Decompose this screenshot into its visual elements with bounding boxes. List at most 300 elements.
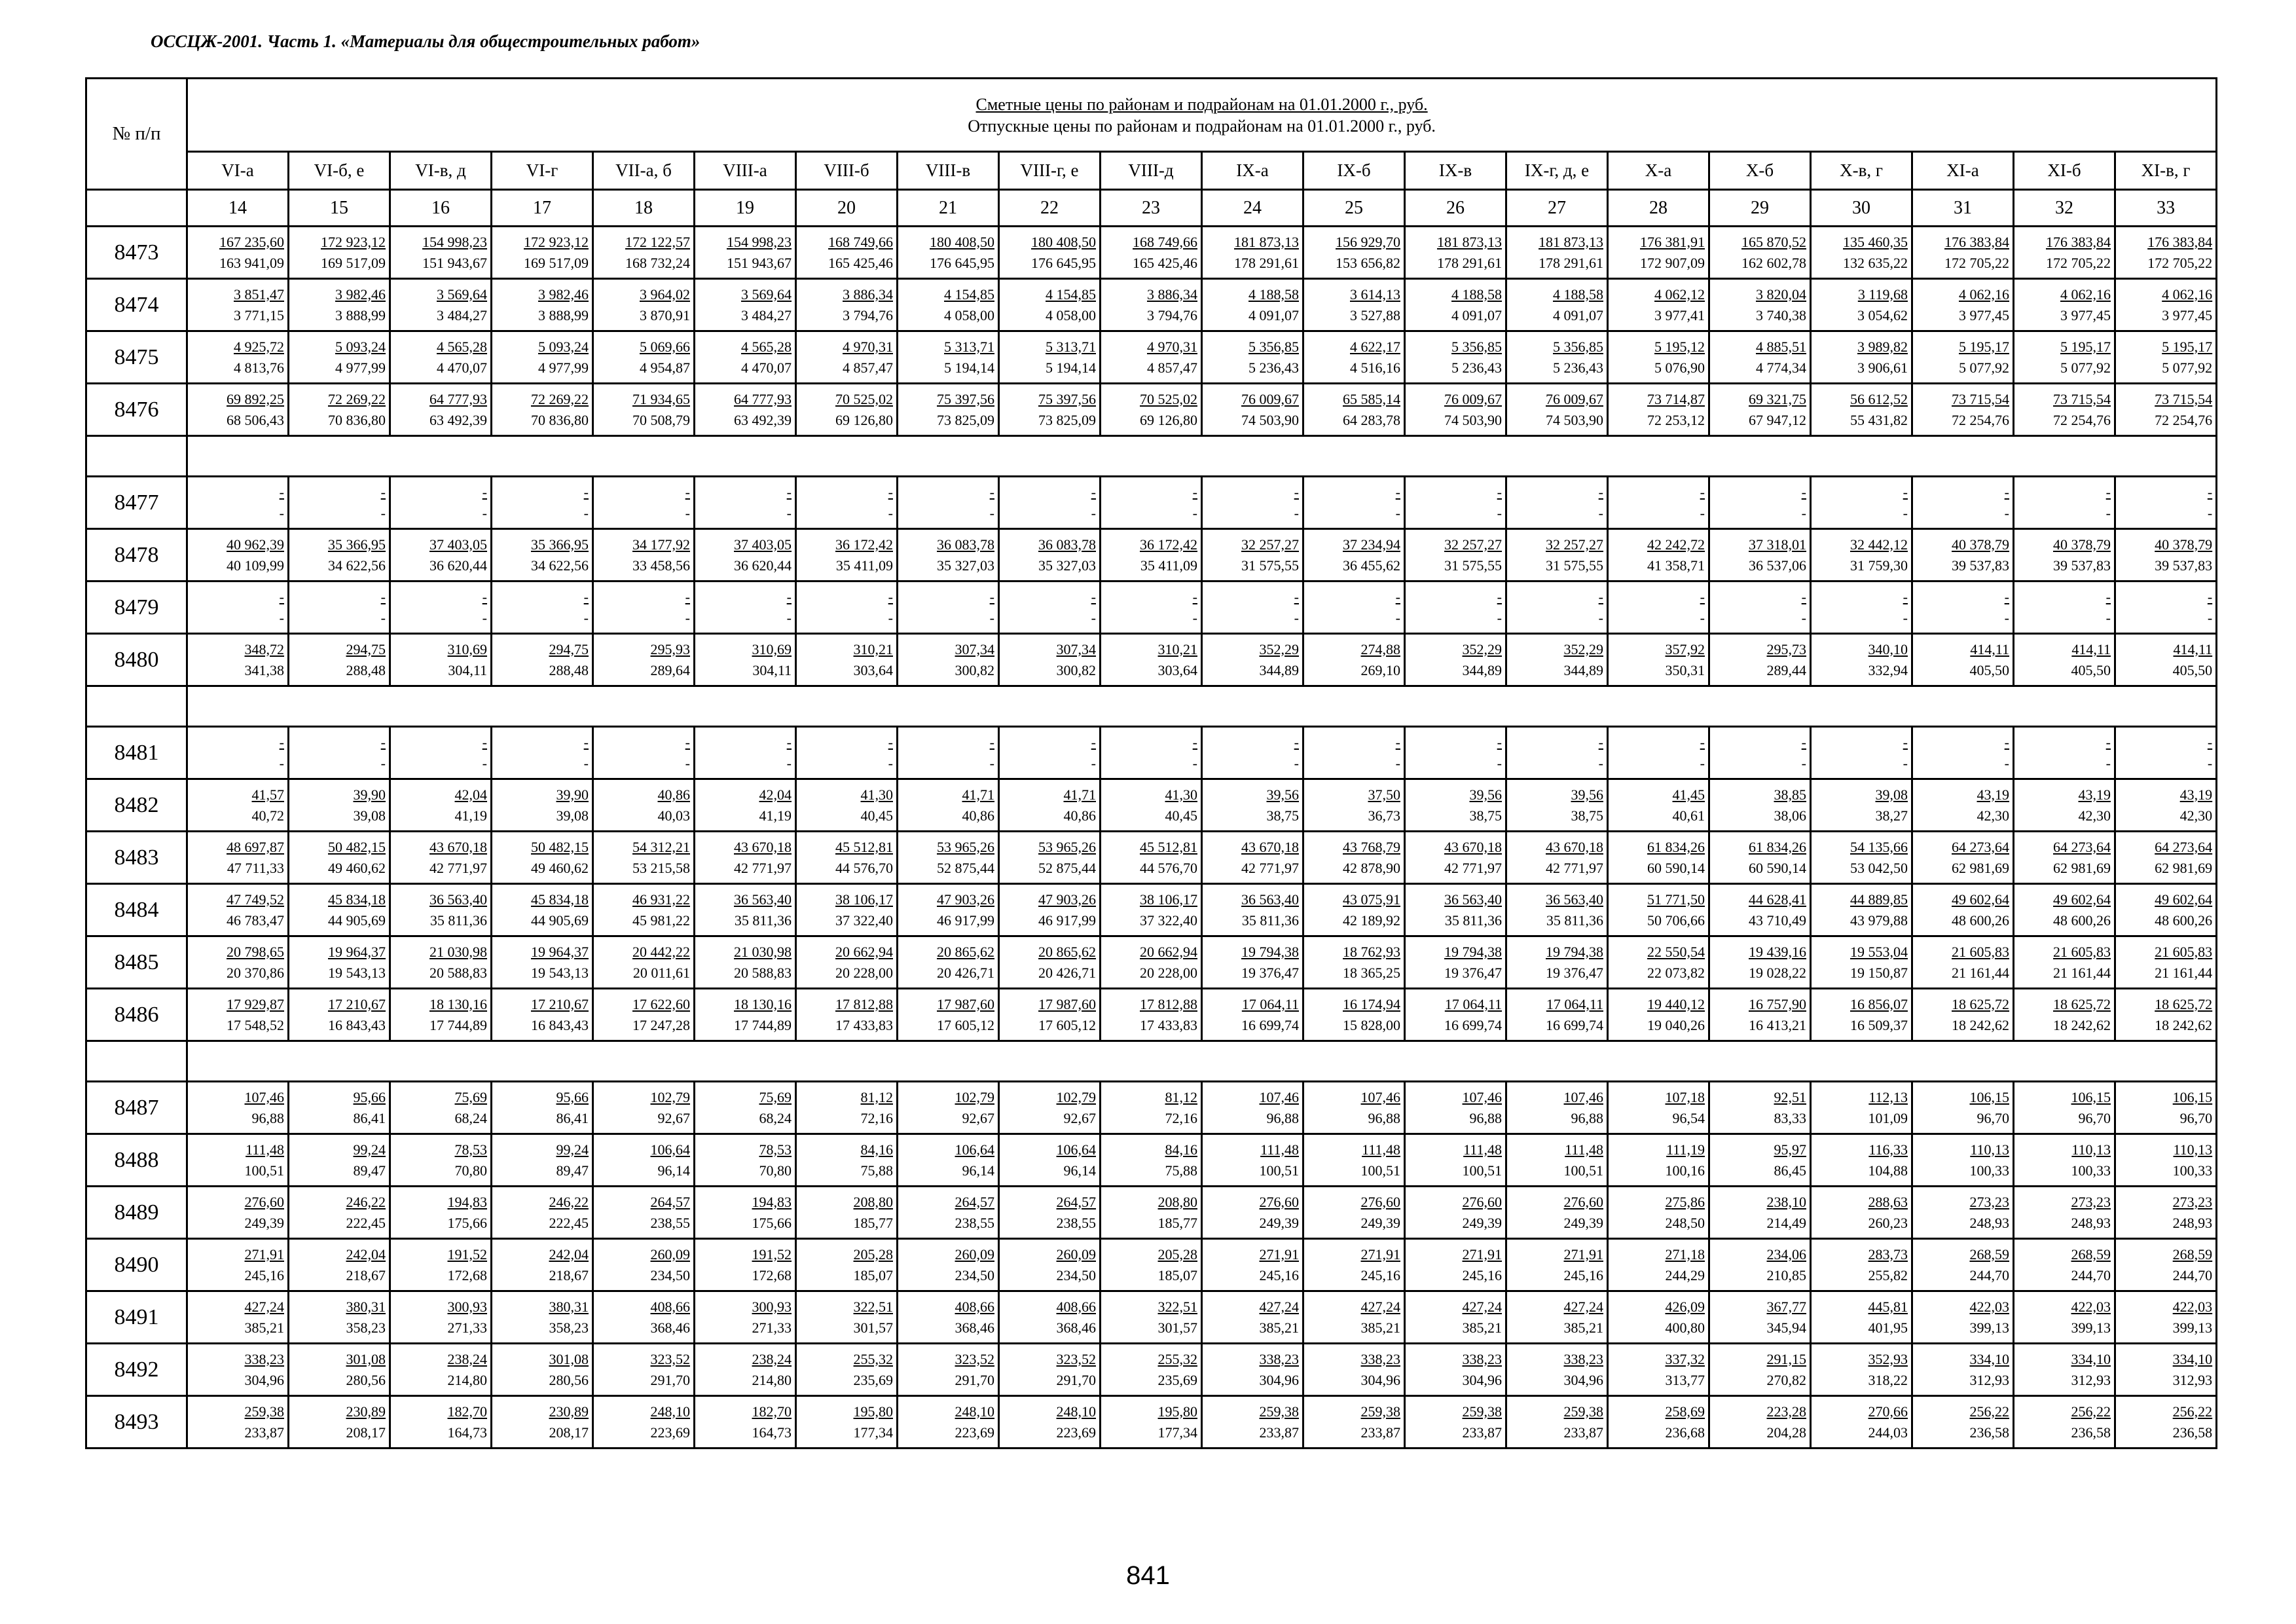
release-price: 100,16 xyxy=(1665,1162,1705,1179)
estimate-price: 44 889,85 xyxy=(1850,891,1908,908)
estimate-price: 168 749,66 xyxy=(1133,233,1197,250)
estimate-price: - xyxy=(1801,588,1806,605)
release-price: 177,34 xyxy=(1157,1424,1197,1441)
release-price: 291,70 xyxy=(955,1371,994,1388)
release-price: 39 537,83 xyxy=(2053,557,2111,574)
release-price: 244,29 xyxy=(1665,1266,1705,1283)
estimate-price: 295,73 xyxy=(1766,640,1806,657)
release-price: 300,82 xyxy=(1056,661,1096,678)
column-header: IX-в xyxy=(1405,152,1506,190)
estimate-price: 3 119,68 xyxy=(1857,286,1908,303)
column-header: VIII-г, е xyxy=(999,152,1101,190)
release-price: 3 906,61 xyxy=(1857,359,1908,376)
price-cell xyxy=(1608,1291,1709,1344)
estimate-price: - xyxy=(583,588,589,605)
price-cell xyxy=(2115,529,2217,581)
release-price: 4 516,16 xyxy=(1350,359,1400,376)
estimate-price: 43,19 xyxy=(2179,786,2213,803)
row-number-header: № п/п xyxy=(86,79,187,190)
price-cell xyxy=(1101,832,1202,884)
estimate-price: 259,38 xyxy=(244,1403,284,1420)
release-price: 244,03 xyxy=(1868,1424,1908,1441)
price-cell xyxy=(695,1344,796,1396)
price-cell xyxy=(1506,884,1608,936)
estimate-price: 348,72 xyxy=(244,640,284,657)
estimate-price: 422,03 xyxy=(1969,1298,2009,1315)
estimate-price: 5 356,85 xyxy=(1248,338,1299,355)
release-price: 172,68 xyxy=(447,1266,487,1283)
release-price: 289,44 xyxy=(1766,661,1806,678)
estimate-price: 39,56 xyxy=(1469,786,1502,803)
estimate-price: - xyxy=(685,588,690,605)
price-cell xyxy=(1405,989,1506,1041)
release-price: 218,67 xyxy=(346,1266,386,1283)
price-cell xyxy=(1405,936,1506,989)
release-price: 35 811,36 xyxy=(429,912,487,929)
estimate-price: - xyxy=(1903,483,1908,500)
spacer-cell xyxy=(86,686,187,727)
release-price: 40,86 xyxy=(1063,807,1096,824)
estimate-price: 180 408,50 xyxy=(930,233,994,250)
estimate-price: 42,04 xyxy=(759,786,792,803)
release-price: 40,86 xyxy=(962,807,994,824)
release-price: - xyxy=(1395,504,1400,521)
estimate-price: 276,60 xyxy=(1462,1193,1502,1210)
release-price: 399,13 xyxy=(2071,1319,2111,1336)
price-cell xyxy=(1506,1134,1608,1187)
price-cell xyxy=(289,634,390,686)
release-price: 69 126,80 xyxy=(835,411,893,428)
release-price: 19 040,26 xyxy=(1647,1016,1705,1033)
price-cell xyxy=(999,384,1101,436)
price-cell xyxy=(1811,1134,1912,1187)
release-price: 21 161,44 xyxy=(1952,964,2009,981)
release-price: 96,14 xyxy=(657,1162,690,1179)
release-price: - xyxy=(1700,754,1705,771)
estimate-price: - xyxy=(1598,733,1603,750)
column-header: VI-в, д xyxy=(390,152,492,190)
price-cell xyxy=(1912,727,2014,779)
estimate-price: 4 062,16 xyxy=(2162,286,2213,303)
estimate-price: 21 605,83 xyxy=(1952,943,2009,960)
price-cell xyxy=(2115,1082,2217,1134)
release-price: - xyxy=(1395,754,1400,771)
price-cell xyxy=(1608,529,1709,581)
estimate-price: 422,03 xyxy=(2071,1298,2111,1315)
release-price: 238,55 xyxy=(650,1214,690,1231)
release-price: 405,50 xyxy=(2172,661,2213,678)
estimate-price: 291,15 xyxy=(1766,1350,1806,1367)
price-cell xyxy=(1709,477,1811,529)
estimate-price: 191,52 xyxy=(752,1246,792,1263)
estimate-price: 3 886,34 xyxy=(843,286,893,303)
price-cell xyxy=(695,1291,796,1344)
price-cell xyxy=(1506,727,1608,779)
release-price: 46 917,99 xyxy=(1038,912,1096,929)
release-price: 16 699,74 xyxy=(1546,1016,1603,1033)
price-cell xyxy=(187,1291,289,1344)
price-cell xyxy=(1709,1344,1811,1396)
estimate-price: 111,48 xyxy=(1565,1141,1603,1158)
estimate-price: 4 062,16 xyxy=(2060,286,2111,303)
price-cell xyxy=(796,1134,898,1187)
estimate-price: 154 998,23 xyxy=(727,233,792,250)
release-price: - xyxy=(279,609,284,626)
price-cell xyxy=(187,1187,289,1239)
release-price: 35 811,36 xyxy=(1546,912,1603,929)
release-price: 70,80 xyxy=(759,1162,792,1179)
release-price: 16 509,37 xyxy=(1850,1016,1908,1033)
estimate-price: 64 777,93 xyxy=(429,390,487,407)
price-cell xyxy=(289,477,390,529)
release-price: 399,13 xyxy=(1969,1319,2009,1336)
estimate-price: 38,85 xyxy=(1774,786,1806,803)
release-price: 210,85 xyxy=(1766,1266,1806,1283)
estimate-price: 352,29 xyxy=(1462,640,1502,657)
price-cell xyxy=(2115,1291,2217,1344)
price-cell xyxy=(695,989,796,1041)
estimate-price: 21 605,83 xyxy=(2053,943,2111,960)
release-price: 168 732,24 xyxy=(625,254,690,271)
price-cell xyxy=(593,1344,695,1396)
price-cell xyxy=(898,832,999,884)
release-price: 3 888,99 xyxy=(335,306,386,323)
release-price: 5 194,14 xyxy=(1046,359,1096,376)
estimate-price: 21 605,83 xyxy=(2155,943,2213,960)
release-price: - xyxy=(1598,609,1603,626)
release-price: 40,45 xyxy=(1165,807,1197,824)
release-price: 172 705,22 xyxy=(2147,254,2213,271)
release-price: 35 811,36 xyxy=(1444,912,1502,929)
estimate-price: 41,45 xyxy=(1672,786,1705,803)
release-price: 233,87 xyxy=(1259,1424,1299,1441)
price-cell xyxy=(2014,279,2115,331)
price-cell xyxy=(999,331,1101,384)
estimate-price: 18 130,16 xyxy=(734,995,792,1012)
estimate-price: 205,28 xyxy=(1157,1246,1197,1263)
release-price: 3 054,62 xyxy=(1857,306,1908,323)
price-cell xyxy=(2115,227,2217,279)
release-price: 4 091,07 xyxy=(1553,306,1603,323)
release-price: 19 543,13 xyxy=(328,964,386,981)
estimate-price: 19 964,37 xyxy=(531,943,589,960)
estimate-price: 275,86 xyxy=(1665,1193,1705,1210)
release-price: 96,88 xyxy=(1469,1109,1502,1126)
estimate-price: 106,15 xyxy=(1969,1088,2009,1105)
estimate-price: 276,60 xyxy=(244,1193,284,1210)
price-cell xyxy=(1608,634,1709,686)
price-cell xyxy=(1202,936,1303,989)
price-cell xyxy=(289,1239,390,1291)
price-cell xyxy=(898,331,999,384)
release-price: 318,22 xyxy=(1868,1371,1908,1388)
estimate-price: 323,52 xyxy=(1056,1350,1096,1367)
release-price: 31 759,30 xyxy=(1850,557,1908,574)
estimate-price: 337,32 xyxy=(1665,1350,1705,1367)
release-price: 15 828,00 xyxy=(1343,1016,1400,1033)
release-price: 53 215,58 xyxy=(632,859,690,876)
price-cell xyxy=(593,989,695,1041)
estimate-price: 18 762,93 xyxy=(1343,943,1400,960)
estimate-price: - xyxy=(482,588,487,605)
estimate-price: 3 569,64 xyxy=(741,286,792,303)
release-price: 100,51 xyxy=(1259,1162,1299,1179)
release-price: 238,55 xyxy=(1056,1214,1096,1231)
price-cell xyxy=(1303,727,1405,779)
price-cell xyxy=(593,1396,695,1449)
price-cell xyxy=(1608,1344,1709,1396)
release-price: 248,50 xyxy=(1665,1214,1705,1231)
estimate-price: 427,24 xyxy=(1563,1298,1603,1315)
estimate-price: 246,22 xyxy=(346,1193,386,1210)
release-price: 48 600,26 xyxy=(2053,912,2111,929)
price-cell xyxy=(1303,1187,1405,1239)
estimate-price: 37 403,05 xyxy=(429,536,487,553)
price-cell xyxy=(1303,227,1405,279)
estimate-price: 43 670,18 xyxy=(734,838,792,855)
release-price: 83,33 xyxy=(1774,1109,1806,1126)
price-cell xyxy=(999,832,1101,884)
release-price: - xyxy=(1294,754,1299,771)
estimate-price: 408,66 xyxy=(955,1298,994,1315)
price-cell xyxy=(1202,1291,1303,1344)
estimate-price: - xyxy=(380,588,386,605)
estimate-price: 110,13 xyxy=(2071,1141,2111,1158)
release-price: 101,09 xyxy=(1868,1109,1908,1126)
estimate-price: 71 934,65 xyxy=(632,390,690,407)
release-prices-caption: Отпускные цены по районам и подрайонам на 01.01.2000 г., руб. xyxy=(968,116,1436,136)
table-row xyxy=(86,227,2217,279)
release-price: 17 548,52 xyxy=(227,1016,284,1033)
estimate-price: 95,66 xyxy=(556,1088,589,1105)
estimate-price: 427,24 xyxy=(1462,1298,1502,1315)
release-price: 96,88 xyxy=(1571,1109,1603,1126)
release-price: 151 943,67 xyxy=(422,254,487,271)
estimate-price: 19 553,04 xyxy=(1850,943,1908,960)
estimate-price: 69 321,75 xyxy=(1749,390,1806,407)
release-price: 41,19 xyxy=(454,807,487,824)
release-price: 4 470,07 xyxy=(741,359,792,376)
price-cell xyxy=(1608,1082,1709,1134)
estimate-price: 414,11 xyxy=(1970,640,2009,657)
estimate-price: 4 885,51 xyxy=(1756,338,1806,355)
estimate-price: 35 366,95 xyxy=(328,536,386,553)
estimate-price: 39,08 xyxy=(1875,786,1908,803)
table-row xyxy=(86,279,2217,331)
estimate-price: 17 622,60 xyxy=(632,995,690,1012)
estimate-price: 45 512,81 xyxy=(1140,838,1197,855)
column-index: 17 xyxy=(492,190,593,227)
price-cell xyxy=(390,279,492,331)
estimate-price: - xyxy=(2004,588,2009,605)
estimate-price: 181 873,13 xyxy=(1437,233,1502,250)
estimate-price: 182,70 xyxy=(752,1403,792,1420)
estimate-price: 19 440,12 xyxy=(1647,995,1705,1012)
price-cell xyxy=(1506,581,1608,634)
estimate-price: 41,57 xyxy=(251,786,284,803)
row-number: 8474 xyxy=(86,279,187,331)
estimate-price: 39,90 xyxy=(353,786,386,803)
release-price: 92,67 xyxy=(657,1109,690,1126)
release-price: 236,68 xyxy=(1665,1424,1705,1441)
estimate-price: 307,34 xyxy=(955,640,994,657)
estimate-price: - xyxy=(1192,733,1197,750)
release-price: 223,69 xyxy=(650,1424,690,1441)
estimate-price: - xyxy=(1903,733,1908,750)
price-cell xyxy=(1405,1396,1506,1449)
column-header: VIII-д xyxy=(1101,152,1202,190)
table-row xyxy=(86,384,2217,436)
price-cell xyxy=(1101,779,1202,832)
release-price: 73 825,09 xyxy=(1038,411,1096,428)
estimate-price: - xyxy=(1497,733,1502,750)
release-price: 20 426,71 xyxy=(1038,964,1096,981)
price-cell xyxy=(289,1344,390,1396)
release-price: - xyxy=(583,609,589,626)
estimate-price: - xyxy=(380,733,386,750)
price-cell xyxy=(999,477,1101,529)
release-price: 164,73 xyxy=(447,1424,487,1441)
estimate-price: 4 565,28 xyxy=(741,338,792,355)
price-cell xyxy=(796,529,898,581)
release-price: - xyxy=(1091,504,1096,521)
price-cell xyxy=(2014,529,2115,581)
estimate-price: 3 982,46 xyxy=(335,286,386,303)
release-price: 92,67 xyxy=(1063,1109,1096,1126)
price-cell xyxy=(999,1134,1101,1187)
release-price: 96,14 xyxy=(1063,1162,1096,1179)
estimate-price: 72 269,22 xyxy=(328,390,386,407)
estimate-price: 20 662,94 xyxy=(835,943,893,960)
release-price: 5 236,43 xyxy=(1451,359,1502,376)
price-cell xyxy=(1202,279,1303,331)
estimate-price: 36 172,42 xyxy=(1140,536,1197,553)
price-cell xyxy=(289,989,390,1041)
release-price: 20 228,00 xyxy=(835,964,893,981)
release-price: 269,10 xyxy=(1360,661,1400,678)
release-price: 100,33 xyxy=(2071,1162,2111,1179)
release-price: 18 242,62 xyxy=(2155,1016,2213,1033)
price-cell xyxy=(593,727,695,779)
price-cell xyxy=(1811,936,1912,989)
release-price: 100,33 xyxy=(2172,1162,2213,1179)
estimate-price: 45 834,18 xyxy=(531,891,589,908)
price-cell xyxy=(1101,581,1202,634)
price-cell xyxy=(492,477,593,529)
estimate-price: 84,16 xyxy=(860,1141,893,1158)
estimate-price: 40 378,79 xyxy=(2155,536,2213,553)
release-price: 3 740,38 xyxy=(1756,306,1806,323)
release-price: 169 517,09 xyxy=(321,254,386,271)
price-cell xyxy=(1912,279,2014,331)
release-price: 245,16 xyxy=(244,1266,284,1283)
price-cell xyxy=(796,832,898,884)
price-cell xyxy=(2115,1187,2217,1239)
price-cell xyxy=(1709,779,1811,832)
price-cell xyxy=(1912,1082,2014,1134)
price-cell xyxy=(1912,227,2014,279)
release-price: 4 954,87 xyxy=(640,359,690,376)
price-cell xyxy=(1506,936,1608,989)
estimate-price: 111,48 xyxy=(1260,1141,1299,1158)
release-price: 86,41 xyxy=(556,1109,589,1126)
estimate-price: - xyxy=(583,733,589,750)
estimate-price: 4 970,31 xyxy=(843,338,893,355)
table-row xyxy=(86,832,2217,884)
release-price: 35 811,36 xyxy=(734,912,792,929)
release-price: 18 365,25 xyxy=(1343,964,1400,981)
estimate-price: 5 195,12 xyxy=(1654,338,1705,355)
row-number-index-blank xyxy=(86,190,187,227)
estimate-price: - xyxy=(786,588,792,605)
estimate-price: 61 834,26 xyxy=(1749,838,1806,855)
price-cell xyxy=(1101,1396,1202,1449)
table-row xyxy=(86,1291,2217,1344)
release-price: 21 161,44 xyxy=(2155,964,2213,981)
release-price: 175,66 xyxy=(752,1214,792,1231)
release-price: 208,17 xyxy=(549,1424,589,1441)
price-cell xyxy=(1811,1239,1912,1291)
estimate-price: - xyxy=(1700,733,1705,750)
price-cell xyxy=(289,1291,390,1344)
release-price: 5 077,92 xyxy=(2162,359,2213,376)
price-cell xyxy=(1405,1082,1506,1134)
estimate-price: 259,38 xyxy=(1259,1403,1299,1420)
release-price: - xyxy=(482,609,487,626)
estimate-price: 75 397,56 xyxy=(937,390,994,407)
price-cell xyxy=(695,1239,796,1291)
estimate-price: 167 235,60 xyxy=(219,233,284,250)
release-price: - xyxy=(1294,609,1299,626)
estimate-price: 107,46 xyxy=(1259,1088,1299,1105)
estimate-price: 32 257,27 xyxy=(1241,536,1299,553)
estimate-price: - xyxy=(786,733,792,750)
release-price: 64 283,78 xyxy=(1343,411,1400,428)
release-price: 185,77 xyxy=(1157,1214,1197,1231)
release-price: 223,69 xyxy=(1056,1424,1096,1441)
price-cell xyxy=(1608,279,1709,331)
estimate-price: 45 834,18 xyxy=(328,891,386,908)
estimate-price: 47 903,26 xyxy=(1038,891,1096,908)
column-header: IX-б xyxy=(1303,152,1405,190)
estimate-price: 5 195,17 xyxy=(2060,338,2111,355)
price-cell xyxy=(898,1134,999,1187)
release-price: 35 327,03 xyxy=(937,557,994,574)
row-number: 8482 xyxy=(86,779,187,832)
price-cell xyxy=(1608,1396,1709,1449)
release-price: 291,70 xyxy=(1056,1371,1096,1388)
release-price: 40,03 xyxy=(657,807,690,824)
price-cell xyxy=(187,1134,289,1187)
release-price: 31 575,55 xyxy=(1444,557,1502,574)
price-cell xyxy=(1709,884,1811,936)
price-cell xyxy=(492,581,593,634)
release-price: 270,82 xyxy=(1766,1371,1806,1388)
price-cell xyxy=(1811,1187,1912,1239)
release-price: 350,31 xyxy=(1665,661,1705,678)
spacer-cell xyxy=(187,686,2217,727)
price-cell xyxy=(1506,832,1608,884)
price-cell xyxy=(1101,727,1202,779)
estimate-price: 5 195,17 xyxy=(2162,338,2213,355)
estimate-price: 19 794,38 xyxy=(1241,943,1299,960)
price-cell xyxy=(1709,529,1811,581)
price-cell xyxy=(1709,384,1811,436)
release-price: 19 376,47 xyxy=(1444,964,1502,981)
estimate-price: 426,09 xyxy=(1665,1298,1705,1315)
estimate-price: 20 442,22 xyxy=(632,943,690,960)
estimate-price: - xyxy=(279,588,284,605)
